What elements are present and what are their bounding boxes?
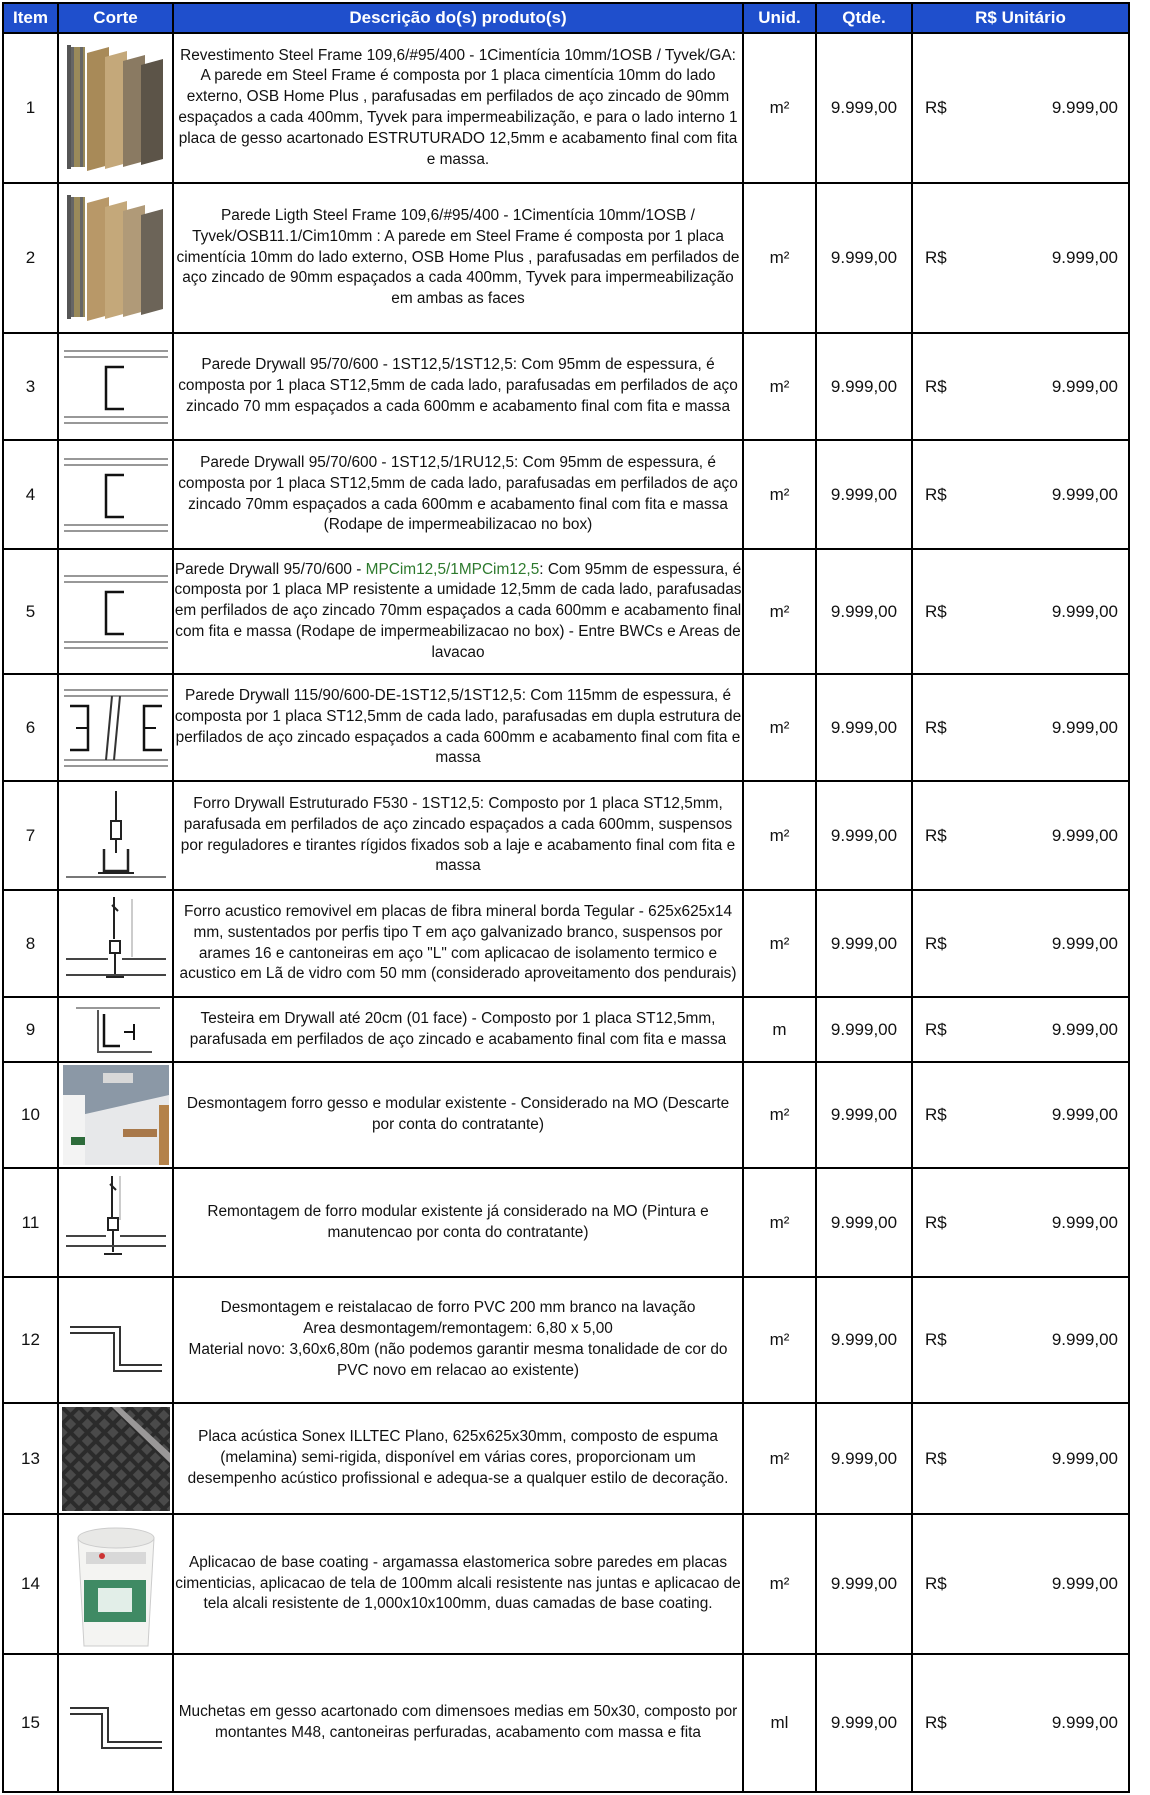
currency-symbol: R$ — [925, 248, 947, 267]
row-unit: m² — [743, 1168, 816, 1277]
row-unit: m² — [743, 890, 816, 997]
col-unid-header: Unid. — [743, 3, 816, 33]
highlighted-code: MPCim12,5/1MPCim12,5 — [365, 560, 540, 578]
table-row — [3, 333, 1129, 440]
row-unit-price — [912, 1654, 1129, 1792]
table-row — [3, 1062, 1129, 1168]
budget-table — [2, 2, 1130, 1793]
row-description: Parede Drywall 95/70/600 - 1ST12,5/1RU12,5: Com 95mm de espessura, é composta por 1 placa ST12,5mm de cada lado, parafusadas em perfilados de aço zincado 70mm espaçados a cada 600mm e acabamento final com fita e massa (Rodape de impermeabilizacao no box) — [173, 440, 743, 549]
row-description: Forro Drywall Estruturado F530 - 1ST12,5: Composto por 1 placa ST12,5mm, parafusada em perfilados de aço zincado espaçados a cada 600mm, suspensos por reguladores e tirantes rígidos fixados sob a laje e acabamento final com fita e massa — [173, 781, 743, 890]
table-row — [3, 1514, 1129, 1654]
price-value: 9.999,00 — [1051, 1212, 1118, 1232]
currency-symbol: R$ — [925, 484, 947, 504]
row-description: Remontagem de forro modular existente já considerado na MO (Pintura e manutencao por conta do contratante) — [173, 1168, 743, 1277]
currency-symbol: R$ — [925, 1019, 947, 1039]
row-unit: m² — [743, 33, 816, 183]
row-unit-price — [912, 1514, 1129, 1654]
item-number: 7 — [3, 781, 58, 890]
coating-bucket-photo — [58, 1514, 173, 1654]
item-number: 3 — [3, 333, 58, 440]
row-unit: m² — [743, 781, 816, 890]
row-quantity: 9.999,00 — [816, 674, 912, 781]
row-unit-price — [912, 674, 1129, 781]
row-unit-price — [912, 997, 1129, 1062]
row-unit-price — [912, 781, 1129, 890]
row-quantity: 9.999,00 — [816, 1514, 912, 1654]
description-text: Parede Drywall 95/70/600 - — [174, 560, 366, 578]
price-value: 9.999,00 — [1051, 1105, 1118, 1124]
currency-symbol: R$ — [925, 98, 947, 117]
row-description: Desmontagem forro gesso e modular existente - Considerado na MO (Descarte por conta do contratante) — [173, 1062, 743, 1168]
row-description — [173, 1277, 743, 1403]
row-unit: m² — [743, 1062, 816, 1168]
table-row — [3, 1654, 1129, 1792]
table-row — [3, 549, 1129, 674]
col-unitario-header: R$ Unitário — [912, 3, 1129, 33]
row-unit-price — [912, 890, 1129, 997]
item-number: 15 — [3, 1654, 58, 1792]
table-row — [3, 997, 1129, 1062]
acoustic-ceiling-section-icon — [58, 890, 173, 997]
acoustic-foam-photo — [58, 1403, 173, 1514]
description-line: Material novo: 3,60x6,80m (não podemos garantir mesma tonalidade de cor do PVC novo em relacao ao existente) — [188, 1341, 728, 1379]
drywall-section-icon — [58, 440, 173, 549]
currency-symbol: R$ — [925, 1330, 947, 1349]
corner-profile-icon — [58, 997, 173, 1062]
row-quantity: 9.999,00 — [816, 1062, 912, 1168]
item-number: 1 — [3, 33, 58, 183]
modular-ceiling-section-icon — [58, 1168, 173, 1277]
item-number: 4 — [3, 440, 58, 549]
row-unit: m² — [743, 1403, 816, 1514]
row-unit: m² — [743, 333, 816, 440]
row-unit: m² — [743, 549, 816, 674]
item-number: 2 — [3, 183, 58, 333]
row-unit-price — [912, 1403, 1129, 1514]
row-description: Parede Drywall 95/70/600 - 1ST12,5/1ST12,5: Com 95mm de espessura, é composta por 1 placa ST12,5mm de cada lado, parafusadas em perfilados de aço zincado 70 mm espaçados a cada 600mm e acabamento final com fita e massa — [173, 333, 743, 440]
table-row — [3, 674, 1129, 781]
price-value: 9.999,00 — [1051, 248, 1118, 267]
table-row — [3, 1168, 1129, 1277]
currency-symbol: R$ — [925, 825, 947, 845]
table-row — [3, 183, 1129, 333]
description-line: Area desmontagem/remontagem: 6,80 x 5,00 — [303, 1320, 613, 1338]
row-quantity: 9.999,00 — [816, 33, 912, 183]
price-value: 9.999,00 — [1051, 1019, 1118, 1039]
price-value: 9.999,00 — [1051, 484, 1118, 504]
row-quantity: 9.999,00 — [816, 1654, 912, 1792]
row-description: Placa acústica Sonex ILLTEC Plano, 625x625x30mm, composto de espuma (melamina) semi-rigida, disponível em várias cores, proporcionam um desempenho acústico profissional e adequa-se a qualquer estilo de decoração. — [173, 1403, 743, 1514]
row-unit-price — [912, 333, 1129, 440]
row-quantity: 9.999,00 — [816, 781, 912, 890]
currency-symbol: R$ — [925, 1212, 947, 1232]
row-description: Testeira em Drywall até 20cm (01 face) - Composto por 1 placa ST12,5mm, parafusada em perfilados de aço zincado e acabamento final com fita e massa — [173, 997, 743, 1062]
row-unit-price — [912, 440, 1129, 549]
row-quantity: 9.999,00 — [816, 1277, 912, 1403]
table-row — [3, 1403, 1129, 1514]
description-line: Desmontagem e reistalacao de forro PVC 200 mm branco na lavação — [220, 1299, 696, 1317]
row-unit: m² — [743, 674, 816, 781]
item-number: 14 — [3, 1514, 58, 1654]
item-number: 13 — [3, 1403, 58, 1514]
steel-frame-layers-image — [58, 183, 173, 333]
step-profile-icon — [58, 1654, 173, 1792]
row-unit: m² — [743, 1277, 816, 1403]
description-text: : Com 95mm de espessura, é composta por 1 placa MP resistente a umidade 12,5mm de cada lado, parafusadas em perfilados de aço zincado 70mm espaçados a cada 600mm e acabamento final com fita e massa (Rodape de impermeabilizacao no box) - Entre BWCs e Areas de lavacao — [174, 560, 742, 661]
row-description: Aplicacao de base coating - argamassa elastomerica sobre paredes em placas cimenticias, aplicacao de tela de 100mm alcali resistente nas juntas e aplicacao de tela alcali resistente de 1,000x10x100mm, duas camadas de base coating. — [173, 1514, 743, 1654]
price-value: 9.999,00 — [1051, 376, 1118, 396]
price-value: 9.999,00 — [1051, 601, 1118, 621]
col-item-header: Item — [3, 3, 58, 33]
col-descricao-header: Descrição do(s) produto(s) — [173, 3, 743, 33]
row-quantity: 9.999,00 — [816, 1168, 912, 1277]
currency-symbol: R$ — [925, 933, 947, 953]
item-number: 9 — [3, 997, 58, 1062]
row-quantity: 9.999,00 — [816, 549, 912, 674]
row-description — [173, 549, 743, 674]
table-row — [3, 1277, 1129, 1403]
currency-symbol: R$ — [925, 1574, 947, 1593]
row-quantity: 9.999,00 — [816, 440, 912, 549]
table-row — [3, 33, 1129, 183]
currency-symbol: R$ — [925, 1105, 947, 1124]
item-number: 5 — [3, 549, 58, 674]
table-row — [3, 440, 1129, 549]
double-drywall-section-icon — [58, 674, 173, 781]
col-qtde-header: Qtde. — [816, 3, 912, 33]
row-unit-price — [912, 549, 1129, 674]
price-value: 9.999,00 — [1051, 933, 1118, 953]
row-unit-price — [912, 1277, 1129, 1403]
ceiling-worker-photo — [58, 1062, 173, 1168]
price-value: 9.999,00 — [1051, 1713, 1118, 1732]
row-quantity: 9.999,00 — [816, 997, 912, 1062]
price-value: 9.999,00 — [1051, 1574, 1118, 1593]
row-description: Revestimento Steel Frame 109,6/#95/400 - 1Cimentícia 10mm/1OSB / Tyvek/GA: A parede em Steel Frame é composta por 1 placa cimentícia 10mm do lado externo, OSB Home Plus , parafusadas em perfilados de aço zincado de 90mm espaçados a cada 400mm, Tyvek para impermeabilização, e para o lado interno 1 placa de gesso acartonado ESTRUTURADO 12,5mm e acabamento final com fita e massa. — [173, 33, 743, 183]
row-quantity: 9.999,00 — [816, 333, 912, 440]
row-description: Parede Drywall 115/90/600-DE-1ST12,5/1ST12,5: Com 115mm de espessura, é composta por 1 placa ST12,5mm de cada lado, parafusadas em dupla estrutura de perfilados de aço zincado espaçados a cada 600mm e acabamento final com fita e massa — [173, 674, 743, 781]
item-number: 12 — [3, 1277, 58, 1403]
currency-symbol: R$ — [925, 376, 947, 396]
drywall-section-icon — [58, 333, 173, 440]
price-value: 9.999,00 — [1051, 1448, 1118, 1468]
row-unit-price — [912, 1062, 1129, 1168]
row-quantity: 9.999,00 — [816, 1403, 912, 1514]
row-unit: m² — [743, 183, 816, 333]
table-row — [3, 890, 1129, 997]
steel-frame-layers-image — [58, 33, 173, 183]
header-row — [3, 3, 1129, 33]
row-description: Muchetas em gesso acartonado com dimensoes medias em 50x30, composto por montantes M48, cantoneiras perfuradas, acabamento com massa e fita — [173, 1654, 743, 1792]
row-unit: ml — [743, 1654, 816, 1792]
row-unit-price — [912, 183, 1129, 333]
row-unit: m² — [743, 440, 816, 549]
row-quantity: 9.999,00 — [816, 183, 912, 333]
currency-symbol: R$ — [925, 717, 947, 737]
row-description: Parede Ligth Steel Frame 109,6/#95/400 - 1Cimentícia 10mm/1OSB / Tyvek/OSB11.1/Cim10mm : A parede em Steel Frame é composta por 1 placa cimentícia 10mm do lado externo, OSB Home Plus , parafusadas em perfilados de aço zincado de 90mm espaçados a cada 400mm, Tyvek para impermeabilização em ambas as faces — [173, 183, 743, 333]
drywall-section-icon — [58, 549, 173, 674]
price-value: 9.999,00 — [1051, 825, 1118, 845]
currency-symbol: R$ — [925, 601, 947, 621]
price-value: 9.999,00 — [1051, 1330, 1118, 1349]
row-quantity: 9.999,00 — [816, 890, 912, 997]
price-value: 9.999,00 — [1051, 98, 1118, 117]
row-description: Forro acustico removivel em placas de fibra mineral borda Tegular - 625x625x14 mm, sustentados por perfis tipo T em aço galvanizado branco, suspensos por arames 16 e cantoneiras em aço "L" com aplicacao de isolamento termico e acustico em Lã de vidro com 50 mm (considerado aproveitamento dos pendurais) — [173, 890, 743, 997]
item-number: 6 — [3, 674, 58, 781]
row-unit-price — [912, 33, 1129, 183]
col-corte-header: Corte — [58, 3, 173, 33]
currency-symbol: R$ — [925, 1713, 947, 1732]
ceiling-hanger-icon — [58, 781, 173, 890]
price-value: 9.999,00 — [1051, 717, 1118, 737]
currency-symbol: R$ — [925, 1448, 947, 1468]
row-unit: m — [743, 997, 816, 1062]
row-unit: m² — [743, 1514, 816, 1654]
table-row — [3, 781, 1129, 890]
item-number: 11 — [3, 1168, 58, 1277]
item-number: 10 — [3, 1062, 58, 1168]
item-number: 8 — [3, 890, 58, 997]
row-unit-price — [912, 1168, 1129, 1277]
step-profile-icon — [58, 1277, 173, 1403]
